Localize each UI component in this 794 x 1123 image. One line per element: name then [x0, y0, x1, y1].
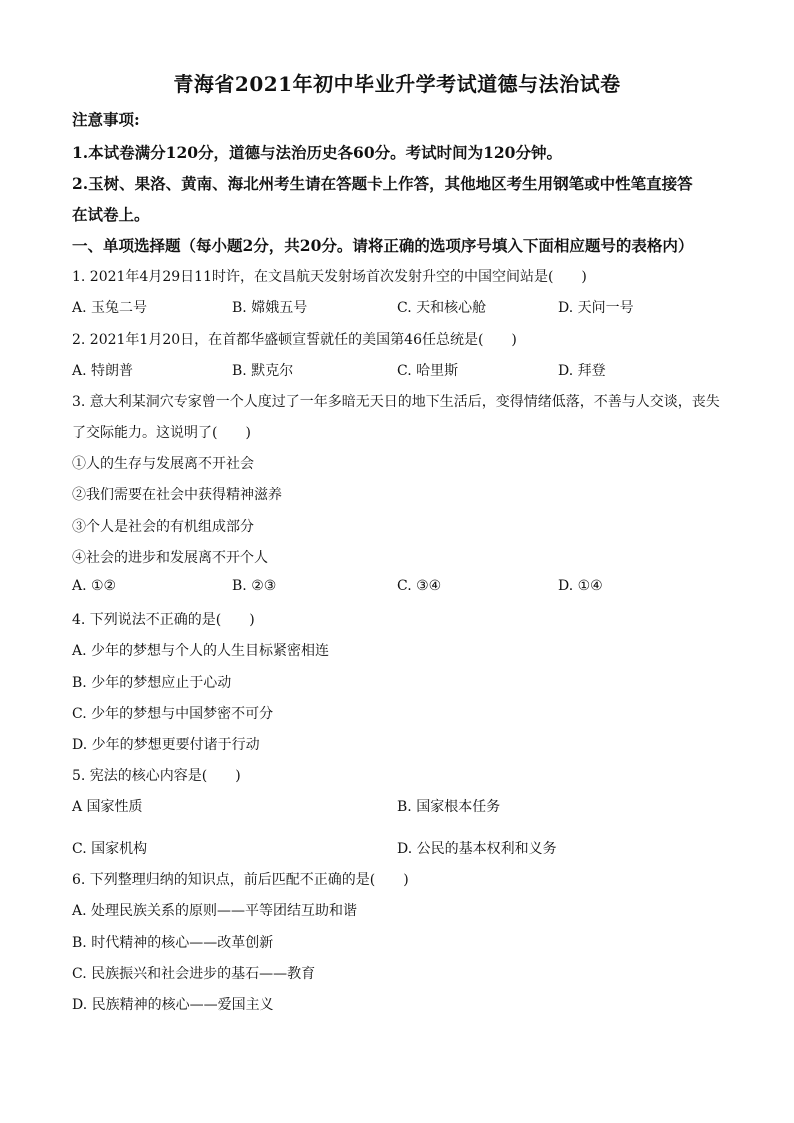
notice-heading: 注意事项: [72, 110, 140, 129]
question-4-stem: 4. 下列说法不正确的是( ) [72, 612, 255, 628]
q1-option-b: B. 嫦娥五号 [232, 300, 308, 316]
question-1-stem: 1. 2021年4月29日11时许，在文昌航天发射场首次发射升空的中国空间站是( ) [72, 269, 587, 285]
q4-option-a: A. 少年的梦想与个人的人生目标紧密相连 [72, 643, 330, 659]
q3-option-b: B. ②③ [232, 578, 277, 594]
q2-option-a: A. 特朗普 [72, 363, 134, 379]
question-2-stem: 2. 2021年1月20日，在首都华盛顿宣誓就任的美国第46任总统是( ) [72, 332, 517, 348]
q6-option-b: B. 时代精神的核心——改革创新 [72, 935, 274, 951]
q4-option-d: D. 少年的梦想更要付诸于行动 [72, 737, 260, 753]
section-heading: 一、单项选择题（每小题2分，共20分。请将正确的选项序号填入下面相应题号的表格内） [72, 236, 694, 255]
q1-option-a: A. 玉兔二号 [72, 300, 148, 316]
question-6-stem: 6. 下列整理归纳的知识点，前后匹配不正确的是( ) [72, 872, 409, 888]
q2-option-c: C. 哈里斯 [397, 363, 459, 379]
page-title: 青海省2021年初中毕业升学考试道德与法治试卷 [173, 72, 621, 96]
q6-option-c: C. 民族振兴和社会进步的基石——教育 [72, 966, 316, 982]
notice-item-2: 2.玉树、果洛、黄南、海北州考生请在答题卡上作答，其他地区考生用钢笔或中性笔直接答 [72, 174, 693, 193]
q3-statement-2: ②我们需要在社会中获得精神滋养 [72, 487, 282, 503]
notice-item-1: 1.本试卷满分120分，道德与法治历史各60分。考试时间为120分钟。 [72, 143, 562, 162]
question-5-stem: 5. 宪法的核心内容是( ) [72, 768, 241, 784]
q3-option-d: D. ①④ [558, 578, 603, 594]
q5-option-a: A 国家性质 [72, 799, 143, 815]
q3-statement-3: ③个人是社会的有机组成部分 [72, 519, 254, 535]
q4-option-b: B. 少年的梦想应止于心动 [72, 675, 232, 691]
q4-option-c: C. 少年的梦想与中国梦密不可分 [72, 706, 274, 722]
question-3-stem-line2: 了交际能力。这说明了( ) [72, 425, 251, 441]
q6-option-d: D. 民族精神的核心——爱国主义 [72, 997, 274, 1013]
question-3-stem-line1: 3. 意大利某洞穴专家曾一个人度过了一年多暗无天日的地下生活后，变得情绪低落，不善与人交谈，丧失 [72, 394, 720, 410]
q6-option-a: A. 处理民族关系的原则——平等团结互助和谐 [72, 903, 358, 919]
q3-option-a: A. ①② [72, 578, 117, 594]
q1-option-d: D. 天问一号 [558, 300, 634, 316]
q5-option-d: D. 公民的基本权利和义务 [397, 841, 557, 857]
q1-option-c: C. 天和核心舱 [397, 300, 487, 316]
notice-item-2-cont: 在试卷上。 [72, 205, 150, 224]
q2-option-d: D. 拜登 [558, 363, 606, 379]
q5-option-b: B. 国家根本任务 [397, 799, 501, 815]
q3-statement-1: ①人的生存与发展离不开社会 [72, 456, 254, 472]
q3-option-c: C. ③④ [397, 578, 442, 594]
q5-option-c: C. 国家机构 [72, 841, 148, 857]
q2-option-b: B. 默克尔 [232, 363, 294, 379]
q3-statement-4: ④社会的进步和发展离不开个人 [72, 550, 268, 566]
